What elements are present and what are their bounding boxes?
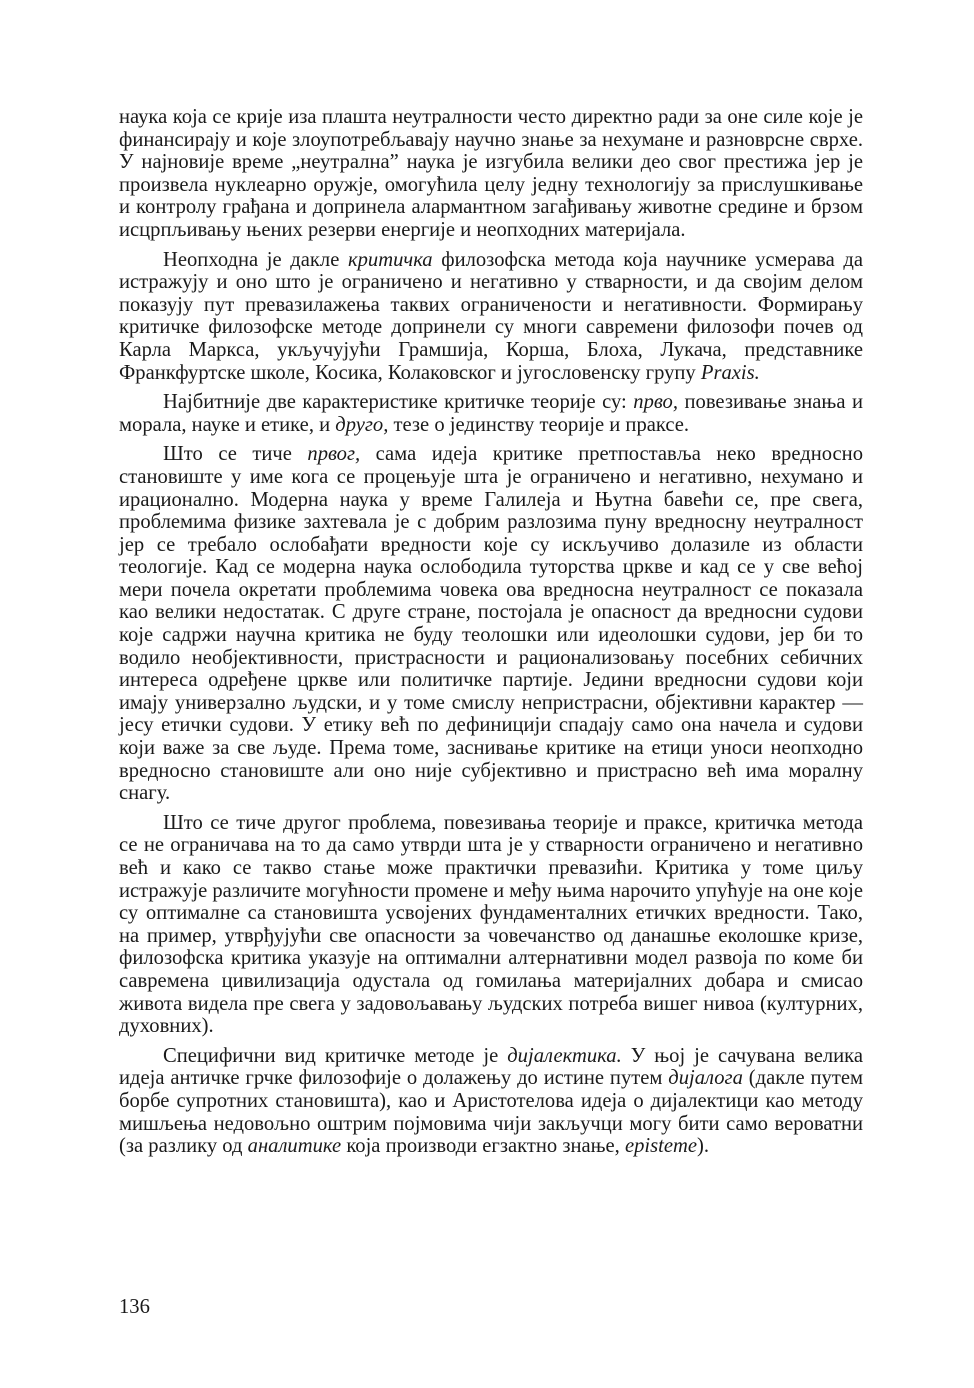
paragraph-3-text-a: Најбитније две карактеристике критичке теорије су: [163, 391, 634, 414]
paragraph-6-text-e: ). [697, 1135, 710, 1158]
paragraph-4-text-b: сама идеја критике претпоставља неко вредносно становиште у име кога се процењује шта је ограничено и негативно, нехумано и ирационално. Модерна наука у време Галилеја и Њутна бавећи се, пре свега, проблемима физике захтевала је с добрим разлозима пуну вредносну неутралност јер се требало ослобађати вредности које су искључиво долазиле из области теологије. Кад се модерна наука ослободила туторства цркве и кад се у све већој мери почела окретати проблемима човека ова вредносна неутралност се показала као велики недостатак. С друге стране, постојала је опасност да вредносни судови које садржи научна критика не буду теолошки или идеолошки судови, јер би то водило необјективности, пристрасности и рационализовању посебних себичних интереса одређене цркве или политичке партије. Једини вредносни судови који имају универзално људски, и у томе смислу непристрасни, објективни карактер — јесу етички судови. У етику већ по дефиницији спадају само она начела и судови који важе за све људе. Према томе, заснивање критике на етици уноси неопходно вредносно становиште али оно није субјективно и пристрасно већ има моралну снагу. [119, 443, 863, 805]
emphasis-prvog: првог, [307, 443, 361, 466]
paragraph-4-text-a: Што се тиче [163, 443, 308, 466]
paragraph-6-text-a: Специфични вид критичке методе је [163, 1044, 508, 1067]
paragraph-6-text-d: која производи егзактно знање, [341, 1135, 625, 1158]
emphasis-analitike: аналитике [247, 1135, 342, 1158]
paragraph-5-text: Што се тиче другог проблема, повезивања теорије и праксе, критичка метода се не ограничава на то да само утврди шта је у стварности ограничено и негативно већ и како се такво стање може практички превазићи. Критика у томе циљу истражује различите могућности промене и међу њима нарочито упућује на оне које су оптималне са становишта усвојених фундаменталних етичких вредности. Тако, на пример, утврђујући све опасности за човечанство од данашње еколошке кризе, филозофска критика указује на оптимални алтернативни модел развоја по коме би савремена цивилизација одустала од гомилања материјалних добара и смисао живота видела пре свега у задовољавању људских потреба вишег нивоа (културних, духовних). [119, 811, 863, 1038]
paragraph-3-text-c: тезе о јединству теорије и праксе. [388, 413, 690, 436]
paragraph-2 [119, 249, 863, 385]
emphasis-kritichka: критичка [347, 248, 433, 271]
paragraph-3 [119, 391, 863, 436]
paragraph-5 [119, 812, 863, 1038]
paragraph-2-text-a: Неопходна је дакле [163, 248, 348, 271]
paragraph-1 [119, 106, 863, 242]
emphasis-dijalektika: дијалектика. [507, 1044, 622, 1067]
page-body [119, 106, 863, 1158]
paragraph-6 [119, 1045, 863, 1158]
paragraph-6-text-c: (дакле путем борбе супротних становишта), као и Аристотелова идеја о дијалектици као методу мишљења недовољно оштрим појмовима чији закључци могу бити само вероватни (за разлику од [119, 1067, 863, 1158]
paragraph-3-text-b: повезивање знања и морала, науке и етике, и [119, 391, 863, 436]
emphasis-praxis: Praxis. [700, 361, 760, 384]
emphasis-prvo: прво, [633, 391, 678, 414]
emphasis-drugo: друго, [335, 413, 389, 436]
emphasis-dijaloga: дијалога [668, 1067, 743, 1090]
paragraph-6-text-b: У њој је сачувана велика идеја античке грчке филозофије о долажењу до истине путем [119, 1044, 863, 1090]
paragraph-1-text: наука која се крије иза плашта неутралности често директно ради за оне силе које је финансирају и које злоупотребљавају научно знање за нехумане и разноврсне сврхе. У најновије време „неутрална” наука је изгубила велики део свог престижа јер је произвела нуклеарно оружје, омогућила целу једну технологију за прислушкивање и контролу грађана и допринела алармантном загађивању животне средине и брзом исцрпљивању њених резерви енергије и неопходних материјала. [119, 106, 863, 241]
page-number: 136 [119, 1296, 150, 1318]
emphasis-episteme: episteme [624, 1135, 698, 1158]
paragraph-4 [119, 443, 863, 805]
paragraph-2-text-b: филозофска метода која научнике усмерава да истражују и оно што је ограничено и негативно у стварности, и да својим делом показују пут превазилажења таквих ограничености и негативности. Формирању критичке филозофске методе допринели су многи савремени филозофи почев од Карла Маркса, укључујући Грамшија, Корша, Блоха, Лукача, представнике Франкфуртске школе, Косика, Колаковског и југословенску групу [119, 248, 863, 384]
